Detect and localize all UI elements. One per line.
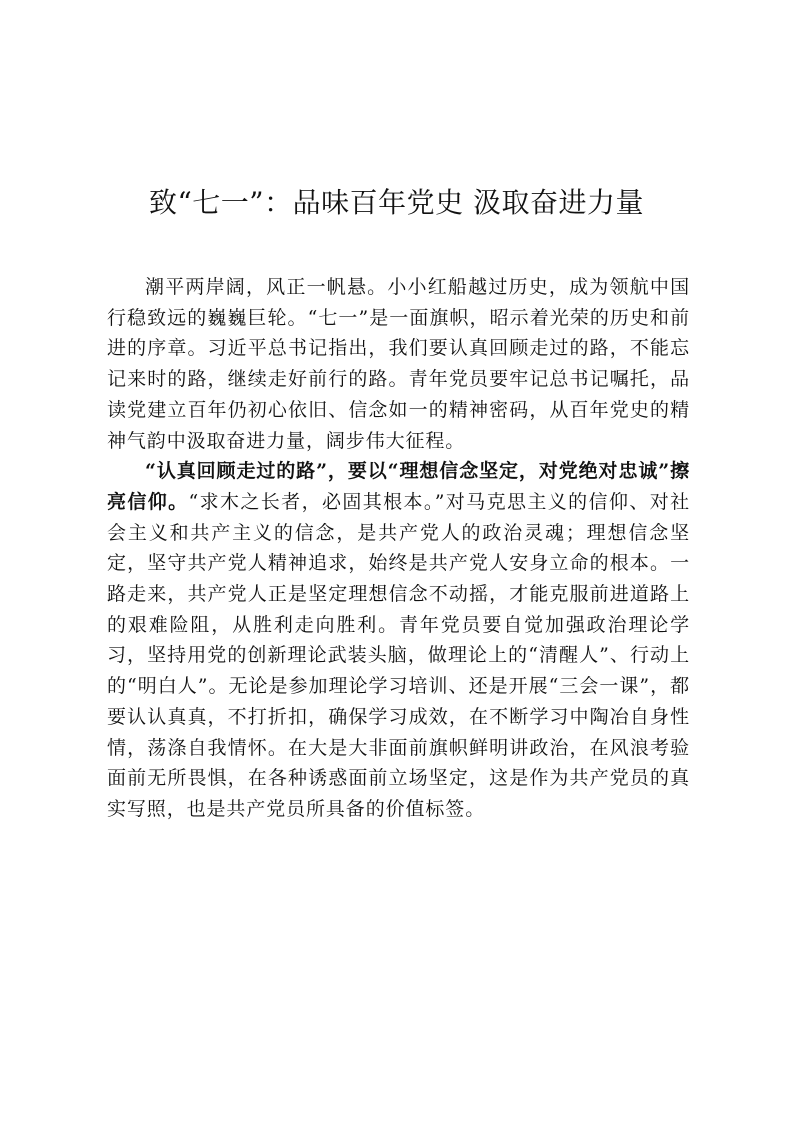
- paragraph-1-text: 潮平两岸阔，风正一帆悬。小小红船越过历史，成为领航中国行稳致远的巍巍巨轮。“七一”是一面旗帜，昭示着光荣的历史和前进的序章。习近平总书记指出，我们要认真回顾走过的路，不能忘记来时的路，继续走好前行的路。青年党员要牢记总书记嘱托，品读党建立百年仍初心依旧、信念如一的精神密码，从百年党史的精神气韵中汲取奋进力量，阔步伟大征程。: [107, 276, 690, 452]
- document-title: 致“七一”：品味百年党史 汲取奋进力量: [148, 186, 645, 219]
- paragraph-2-text: “求木之长者，必固其根本。”对马克思主义的信仰、对社会主义和共产主义的信念，是共产党人的政治灵魂；理想信念坚定，坚守共产党人精神追求，始终是共产党人安身立命的根本。一路走来，共产党人正是坚定理想信念不动摇，才能克服前进道路上的艰难险阻，从胜利走向胜利。青年党员要自觉加强政治理论学习，坚持用党的创新理论武装头脑，做理论上的“清醒人”、行动上的“明白人”。无论是参加理论学习培训、还是开展“三会一课”，都要认认真真，不打折扣，确保学习成效，在不断学习中陶冶自身性情，荡涤自我情怀。在大是大非面前旗帜鲜明讲政治，在风浪考验面前无所畏惧，在各种诱惑面前立场坚定，这是作为共产党员的真实写照，也是共产党员所具备的价值标签。: [107, 490, 690, 820]
- paragraph-2: [107, 456, 690, 824]
- paragraph-1: [107, 272, 690, 456]
- paragraph-2-lead: “认真回顾走过的路”，要以“理想信念坚定，对党绝对忠诚”擦亮信仰。: [107, 460, 690, 513]
- document-body: [107, 272, 690, 825]
